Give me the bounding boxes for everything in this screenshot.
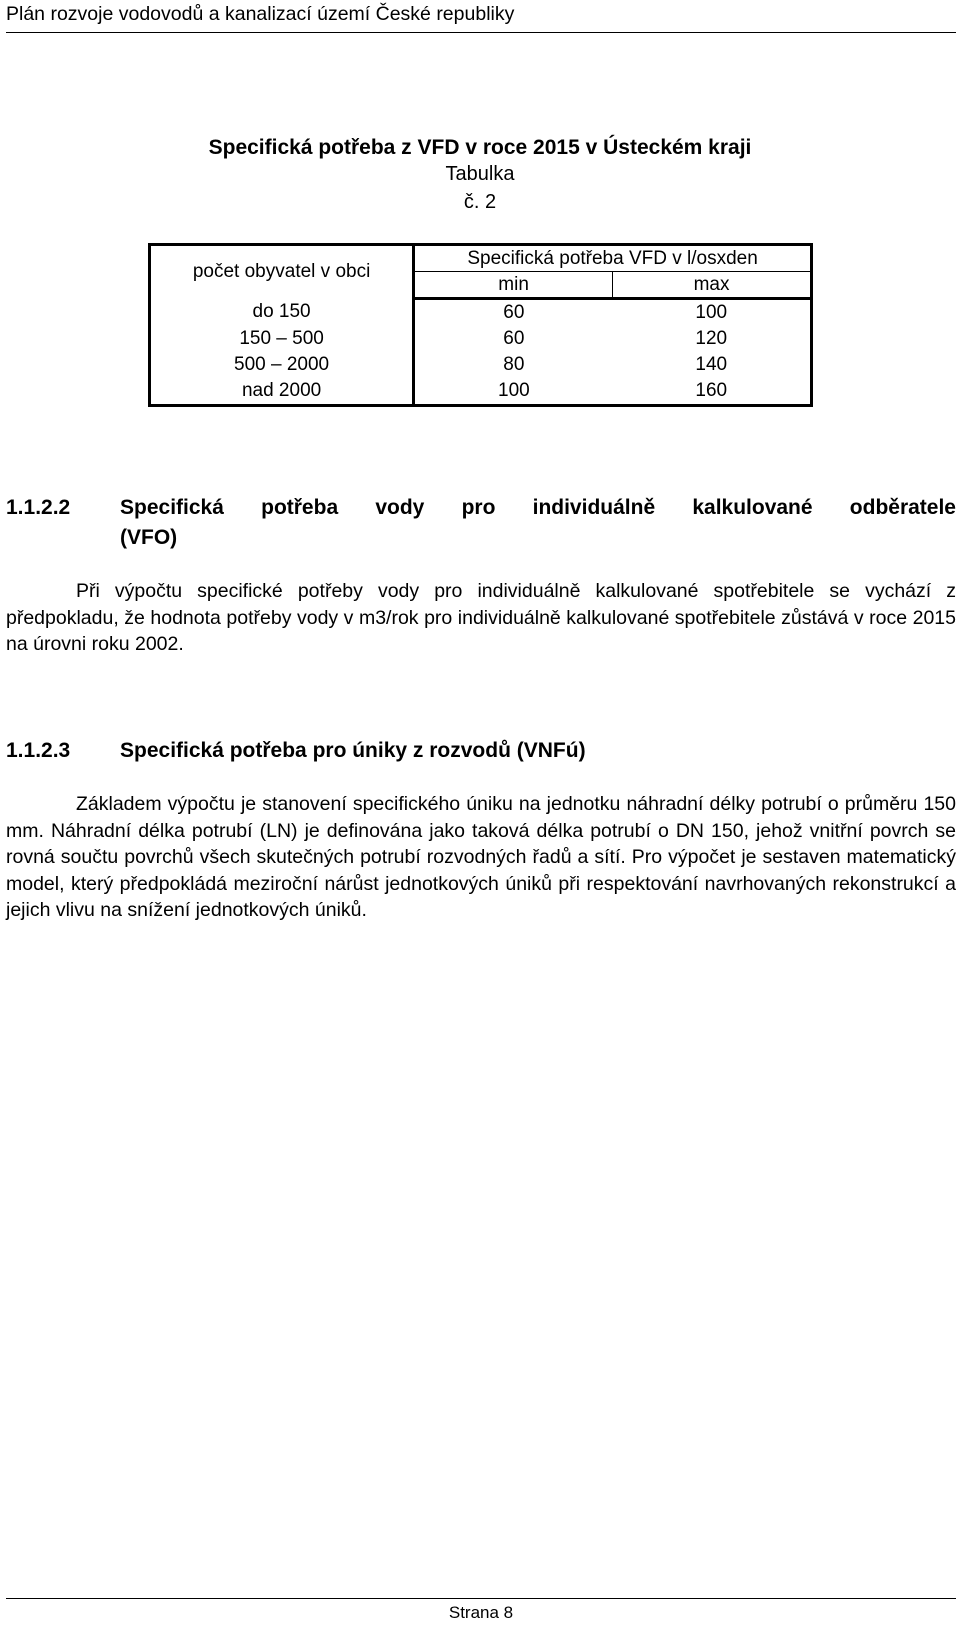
page-header (6, 0, 956, 33)
population-header: počet obyvatel v obci (150, 245, 414, 299)
table-row (150, 326, 812, 352)
section-title-continued: (VFO) (120, 526, 178, 549)
specific-demand-header: Specifická potřeba VFD v l/osxden (414, 245, 812, 272)
consumption-table (148, 243, 813, 407)
table-header-row (150, 245, 812, 272)
section-heading-vnfu (6, 737, 956, 767)
section-paragraph: Při výpočtu specifické potřeby vody pro individuálně kalkulované spotřebitele se vychází z předpokladu, že hodnota potřeby vody v m3/rok pro individuálně kalkulované spotřebitele zůstává v roce 2015 na úrovni roku 2002. (6, 580, 956, 655)
row-min: 100 (498, 380, 530, 401)
row-min: 80 (503, 354, 525, 375)
section-title: Specifická potřeba vody pro individuálně kalkulované odběratele (120, 496, 956, 519)
table-row (150, 352, 812, 378)
table-row (150, 299, 812, 327)
row-max: 100 (695, 302, 728, 323)
section-number: 1.1.2.3 (6, 739, 71, 762)
section-heading-vfo (6, 494, 956, 554)
section-title: Specifická potřeba pro úniky z rozvodů (VNFú) (120, 739, 586, 762)
page-footer (6, 1598, 956, 1625)
table-number: č. 2 (463, 191, 497, 213)
page-number: Strana 8 (448, 1603, 514, 1622)
row-label: do 150 (150, 299, 414, 327)
row-label: nad 2000 (150, 378, 414, 406)
section-paragraph: Základem výpočtu je stanovení specifického úniku na jednotku náhradní délky potrubí o průměru 150 mm. Náhradní délka potrubí (LN) je definována jako taková délka potrubí o DN 150, jehož vnitřní povrch se rovná součtu povrchů všech skutečných potrubí rozvodných řadů a sítí. Pro výpočet je sestaven matematický model, který předpokládá meziroční nárůst jednotkových úniků při respektování navrhovaných rekonstrukcí a jejich vlivu na snížení jednotkových úniků. (6, 793, 956, 921)
row-label: 150 – 500 (150, 326, 414, 352)
row-min: 60 (503, 328, 525, 349)
row-label: 500 – 2000 (150, 352, 414, 378)
section-number: 1.1.2.2 (6, 496, 71, 519)
max-header: max (613, 272, 812, 299)
table-label: Tabulka (445, 163, 515, 185)
min-header: min (414, 272, 613, 299)
row-max: 140 (695, 354, 728, 375)
table-row (150, 378, 812, 406)
row-max: 120 (695, 328, 728, 349)
document-title: Plán rozvoje vodovodů a kanalizací území České republiky (6, 3, 515, 25)
row-max: 160 (695, 380, 728, 401)
table-title: Specifická potřeba z VFD v roce 2015 v Ústeckém kraji (208, 136, 752, 159)
row-min: 60 (503, 302, 525, 323)
